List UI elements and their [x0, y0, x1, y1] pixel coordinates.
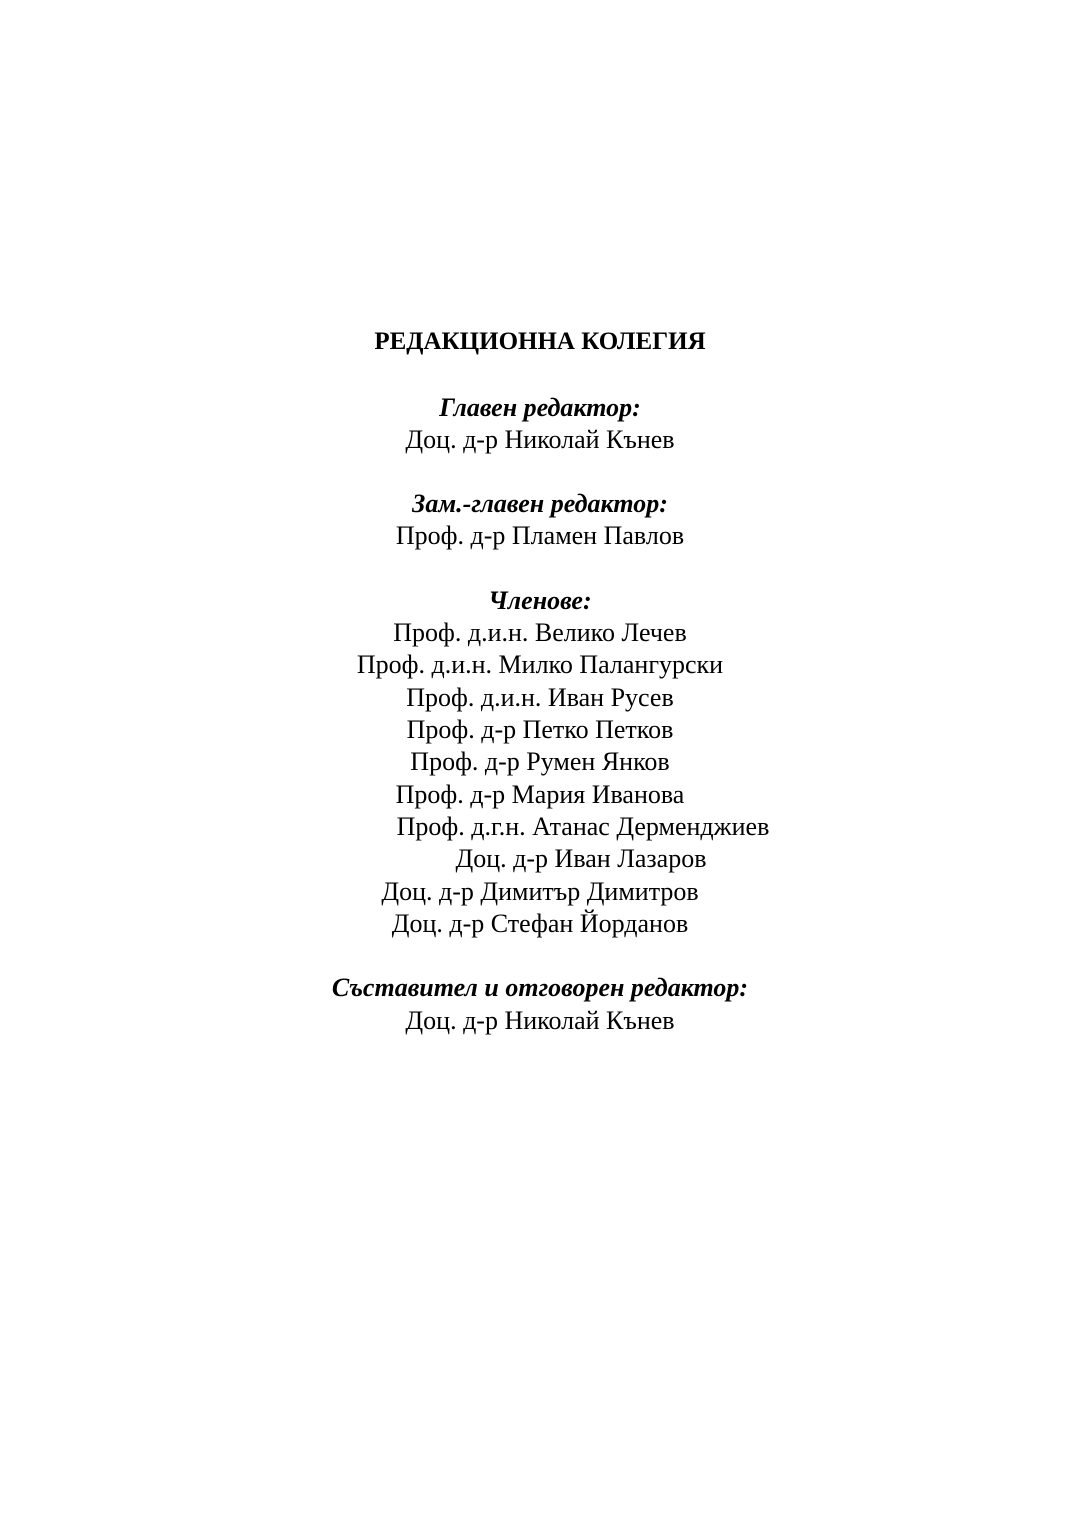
member-name: Проф. д-р Петко Петков: [406, 715, 674, 744]
member-name: Доц. д-р Димитър Димитров: [381, 877, 699, 906]
deputy-editor-name: Проф. д-р Пламен Павлов: [395, 521, 685, 550]
compiler-heading: Съставител и отговорен редактор:: [331, 973, 749, 1002]
member-name: Проф. д-р Мария Иванова: [395, 780, 685, 809]
member-name: Проф. д-р Румен Янков: [410, 747, 670, 776]
board-title: РЕДАКЦИОННА КОЛЕГИЯ: [374, 328, 706, 355]
deputy-editor-heading: Зам.-главен редактор:: [412, 489, 668, 518]
member-name: Проф. д.и.н. Велико Лечев: [393, 618, 687, 647]
member-name: Проф. д.г.н. Атанас Дерменджиев: [396, 812, 770, 841]
member-name: Проф. д.и.н. Иван Русев: [406, 683, 674, 712]
member-name: Проф. д.и.н. Милко Палангурски: [356, 650, 724, 679]
members-heading: Членове:: [488, 586, 592, 615]
member-name: Доц. д-р Иван Лазаров: [455, 844, 707, 873]
editor-in-chief-heading: Главен редактор:: [439, 393, 641, 422]
compiler-name: Доц. д-р Николай Кънев: [405, 1006, 675, 1035]
editor-in-chief-name: Доц. д-р Николай Кънев: [405, 425, 675, 454]
member-name: Доц. д-р Стефан Йорданов: [391, 909, 689, 938]
